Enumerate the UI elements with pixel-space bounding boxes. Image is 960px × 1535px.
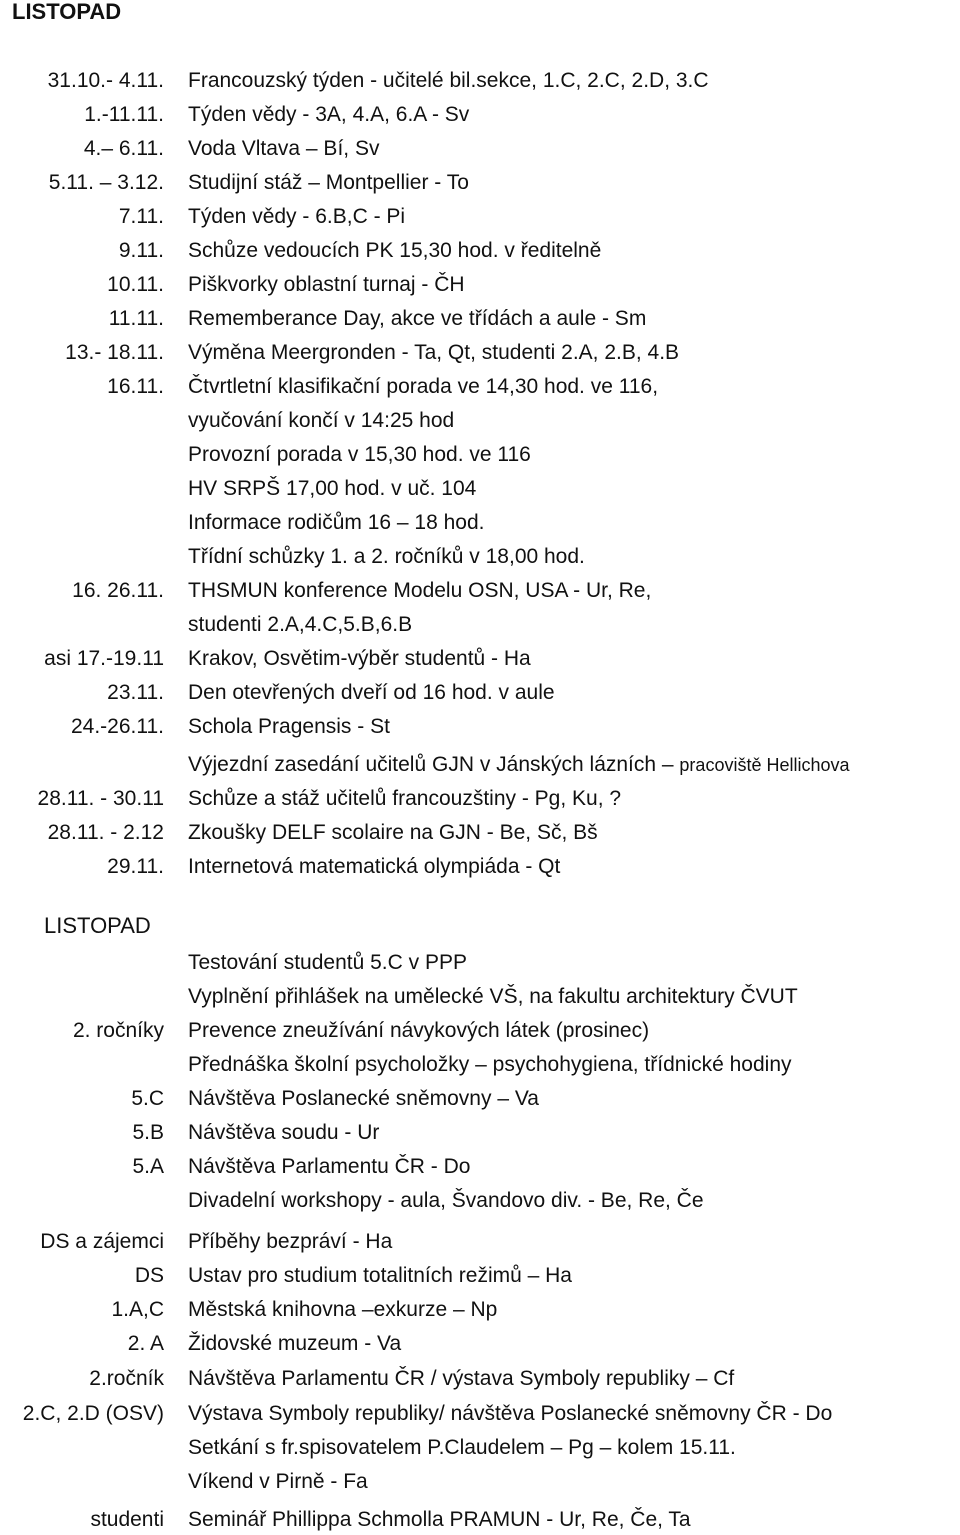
row-text [188, 135, 379, 163]
row-date: 13.- 18.11. [65, 341, 164, 364]
schedule-row [0, 101, 960, 129]
row-text [188, 751, 850, 779]
row-text [188, 67, 709, 95]
row-text [188, 1119, 379, 1147]
row-date: 9.11. [118, 239, 164, 262]
section2-heading: LISTOPAD [44, 913, 151, 938]
row-text-main: Výjezdní zasedání učitelů GJN v Jánských lázních – [188, 753, 674, 776]
row-text [188, 577, 651, 605]
schedule-row [0, 1262, 960, 1290]
schedule-row [0, 577, 960, 605]
row-text [188, 1434, 736, 1462]
row-text-main: Výstava Symboly republiky/ návštěva Poslanecké sněmovny ČR - Do [188, 1402, 833, 1425]
row-text [188, 169, 469, 197]
schedule-row [0, 1153, 960, 1181]
row-text [188, 1051, 792, 1079]
schedule-row [0, 1434, 960, 1462]
row-date: 31.10.- 4.11. [47, 69, 164, 92]
row-text-main: Městská knihovna –exkurze – Np [188, 1298, 498, 1321]
row-date: 10.11. [107, 273, 164, 296]
row-text [188, 509, 485, 537]
row-text-main: Krakov, Osvětim-výběr studentů - Ha [188, 647, 531, 670]
row-text [188, 1400, 832, 1428]
row-text [188, 1296, 497, 1324]
schedule-row [0, 1330, 960, 1358]
row-text [188, 1153, 470, 1181]
row-date: 7.11. [118, 205, 164, 228]
schedule-row [0, 1468, 960, 1496]
row-text [188, 305, 646, 333]
row-date: studenti [90, 1508, 164, 1531]
row-date: 2. A [127, 1332, 164, 1355]
schedule-row [0, 1051, 960, 1079]
row-text [188, 407, 454, 435]
schedule-row [0, 751, 960, 779]
row-text [188, 949, 467, 977]
row-date: 5.11. – 3.12. [48, 171, 164, 194]
row-text [188, 645, 531, 673]
row-text-main: Týden vědy - 3A, 4.A, 6.A - Sv [188, 103, 470, 126]
row-text-main: Návštěva Parlamentu ČR / výstava Symboly republiky – Cf [188, 1367, 735, 1390]
row-text [188, 785, 621, 813]
row-text-main: Týden vědy - 6.B,C - Pi [188, 205, 406, 228]
row-date: 2.C, 2.D (OSV) [22, 1402, 164, 1425]
row-text [188, 611, 412, 639]
row-text [188, 1506, 691, 1534]
row-text-main: Zkoušky DELF scolaire na GJN - Be, Sč, Bš [188, 821, 598, 844]
row-text-small: pracoviště Hellichova [679, 755, 850, 775]
schedule-row [0, 1400, 960, 1428]
row-text-main: Výměna Meergronden - Ta, Qt, studenti 2.A, 2.B, 4.B [188, 341, 680, 364]
schedule-row [0, 1365, 960, 1393]
schedule-row [0, 1187, 960, 1215]
schedule-row [0, 1085, 960, 1113]
row-date: 16.11. [107, 375, 164, 398]
schedule-row [0, 135, 960, 163]
row-date: 1.-11.11. [84, 103, 164, 126]
row-date: 5.B [132, 1121, 164, 1144]
row-text-main: Rememberance Day, akce ve třídách a aule - Sm [188, 307, 647, 330]
schedule-row [0, 203, 960, 231]
schedule-row [0, 67, 960, 95]
row-text [188, 1017, 649, 1045]
row-text [188, 1228, 392, 1256]
schedule-row [0, 1228, 960, 1256]
row-text-main: Vyplnění přihlášek na umělecké VŠ, na fakultu architektury ČVUT [188, 985, 798, 1008]
row-text [188, 543, 585, 571]
row-text [188, 1262, 572, 1290]
row-text-main: Francouzský týden - učitelé bil.sekce, 1.C, 2.C, 2.D, 3.C [188, 69, 709, 92]
schedule-row [0, 611, 960, 639]
row-text-main: Schůze vedoucích PK 15,30 hod. v ředitelně [188, 239, 602, 262]
schedule-row [0, 949, 960, 977]
row-text [188, 679, 555, 707]
schedule-row [0, 819, 960, 847]
row-text [188, 101, 469, 129]
row-text-main: Divadelní workshopy - aula, Švandovo div. - Be, Re, Če [188, 1189, 704, 1212]
row-text-main: Studijní stáž – Montpellier - To [188, 171, 469, 194]
schedule-row [0, 1017, 960, 1045]
row-text-main: Přednáška školní psycholožky – psychohygiena, třídnické hodiny [188, 1053, 792, 1076]
row-date: DS a zájemci [40, 1230, 164, 1253]
row-text-main: Třídní schůzky 1. a 2. ročníků v 18,00 hod. [188, 545, 585, 568]
row-text [188, 1085, 539, 1113]
row-text-main: Prevence zneužívání návykových látek (prosinec) [188, 1019, 650, 1042]
row-date: 24.-26.11. [70, 715, 164, 738]
schedule-row [0, 509, 960, 537]
row-text-main: Internetová matematická olympiáda - Qt [188, 855, 561, 878]
row-text-main: HV SRPŠ 17,00 hod. v uč. 104 [188, 477, 477, 500]
row-text-main: Ustav pro studium totalitních režimů – Ha [188, 1264, 572, 1287]
row-text-main: Voda Vltava – Bí, Sv [188, 137, 380, 160]
schedule-row [0, 1506, 960, 1534]
row-date: 11.11. [108, 307, 164, 330]
schedule-row [0, 1296, 960, 1324]
schedule-row [0, 339, 960, 367]
row-text [188, 819, 598, 847]
row-text [188, 1330, 401, 1358]
schedule-row [0, 645, 960, 673]
row-text-main: Schola Pragensis - St [188, 715, 390, 738]
row-text [188, 373, 658, 401]
row-text-main: Návštěva Poslanecké sněmovny – Va [188, 1087, 539, 1110]
row-text [188, 441, 531, 469]
row-date: 28.11. - 2.12 [47, 821, 164, 844]
row-text [188, 983, 798, 1011]
row-date: 4.– 6.11. [83, 137, 164, 160]
row-date: 1.A,C [111, 1298, 164, 1321]
row-text-main: Příběhy bezpráví - Ha [188, 1230, 393, 1253]
schedule-row [0, 271, 960, 299]
row-date: 2.ročník [89, 1367, 164, 1390]
row-text-main: studenti 2.A,4.C,5.B,6.B [188, 613, 413, 636]
row-text-main: Piškvorky oblastní turnaj - ČH [188, 273, 465, 296]
schedule-row [0, 441, 960, 469]
row-date: 5.A [132, 1155, 164, 1178]
row-date: 23.11. [107, 681, 164, 704]
row-text-main: Informace rodičům 16 – 18 hod. [188, 511, 485, 534]
row-date: 28.11. - 30.11 [37, 787, 164, 810]
row-date: 16. 26.11. [72, 579, 164, 602]
row-text [188, 339, 679, 367]
schedule-row [0, 1119, 960, 1147]
schedule-row [0, 543, 960, 571]
row-text-main: vyučování končí v 14:25 hod [188, 409, 455, 432]
row-text [188, 1365, 734, 1393]
row-date: DS [134, 1264, 164, 1287]
schedule-row [0, 853, 960, 881]
schedule-row [0, 983, 960, 1011]
schedule-row [0, 713, 960, 741]
row-text-main: Návštěva soudu - Ur [188, 1121, 380, 1144]
row-text-main: Provozní porada v 15,30 hod. ve 116 [188, 443, 531, 466]
row-text-main: Den otevřených dveří od 16 hod. v aule [188, 681, 555, 704]
row-text-main: Schůze a stáž učitelů francouzštiny - Pg, Ku, ? [188, 787, 622, 810]
schedule-row [0, 237, 960, 265]
row-text [188, 713, 390, 741]
row-text [188, 271, 465, 299]
schedule-row [0, 373, 960, 401]
schedule-row [0, 785, 960, 813]
row-text [188, 237, 601, 265]
row-date: asi 17.-19.11 [44, 647, 164, 670]
row-text [188, 203, 405, 231]
row-text [188, 1187, 704, 1215]
row-text-main: THSMUN konference Modelu OSN, USA - Ur, Re, [188, 579, 652, 602]
schedule-row [0, 305, 960, 333]
row-text-main: Víkend v Pirně - Fa [188, 1470, 368, 1493]
schedule-row [0, 407, 960, 435]
row-date: 29.11. [107, 855, 164, 878]
schedule-row [0, 169, 960, 197]
row-date: 5.C [131, 1087, 164, 1110]
row-text-main: Návštěva Parlamentu ČR - Do [188, 1155, 471, 1178]
row-text-main: Testování studentů 5.C v PPP [188, 951, 467, 974]
row-text [188, 475, 476, 503]
schedule-row [0, 475, 960, 503]
row-text-main: Židovské muzeum - Va [188, 1332, 402, 1355]
row-text [188, 853, 560, 881]
section1-heading: LISTOPAD [12, 0, 122, 24]
row-text-main: Čtvrtletní klasifikační porada ve 14,30 hod. ve 116, [188, 375, 659, 398]
row-text [188, 1468, 368, 1496]
row-date: 2. ročníky [72, 1019, 164, 1042]
row-text-main: Seminář Phillippa Schmolla PRAMUN - Ur, Re, Če, Ta [188, 1508, 691, 1531]
row-text-main: Setkání s fr.spisovatelem P.Claudelem – Pg – kolem 15.11. [188, 1436, 736, 1459]
schedule-row [0, 679, 960, 707]
